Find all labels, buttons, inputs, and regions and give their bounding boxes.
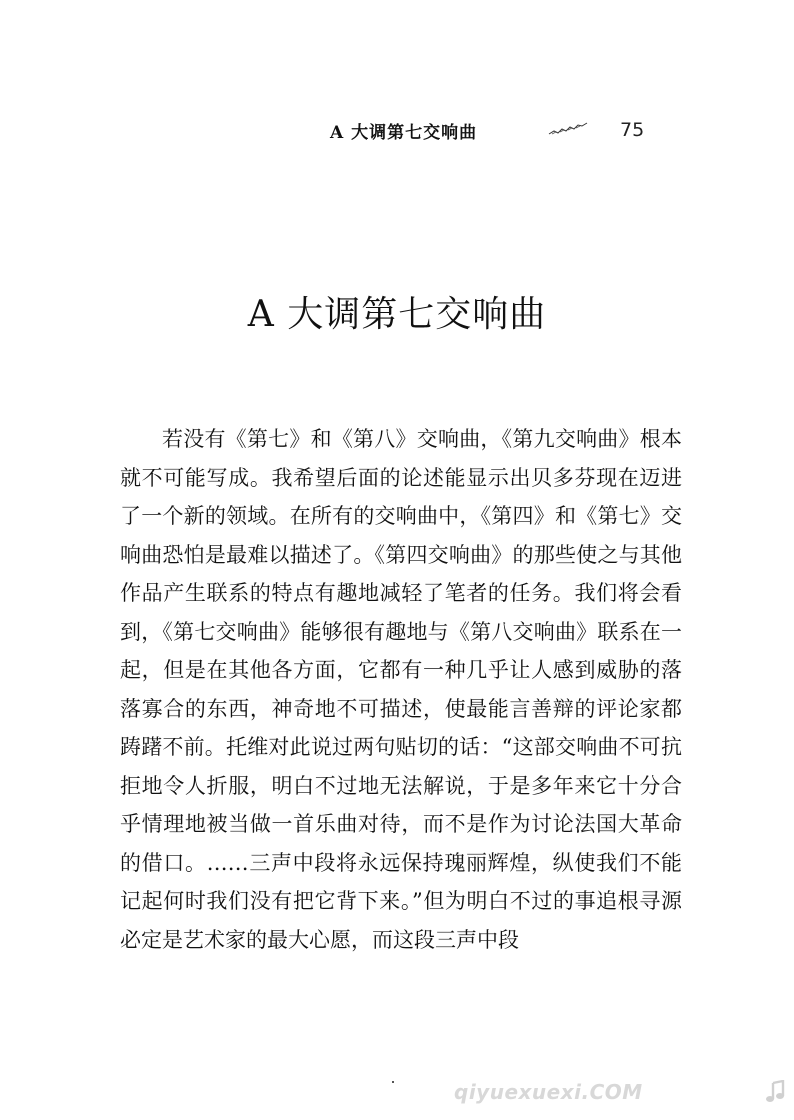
body-paragraph: 若没有《第七》和《第八》交响曲，《第九交响曲》根本就不可能写成。我希望后面的论述能显示出贝多芬现在迈进了一个新的领域。在所有的交响曲中，《第四》和《第七》交响曲恐怕是最难以描述了。《第四交响曲》的那些使之与其他作品产生联系的特点有趣地减轻了笔者的任务。我们将会看到，《第七交响曲》能够很有趣地与《第八交响曲》联系在一起，但是在其他各方面，它都有一种几乎让人感到威胁的落落寡合的东西，神奇地不可描述，使最能言善辩的评论家都踌躇不前。托维对此说过两句贴切的话：“这部交响曲不可抗拒地令人折服，明白不过地无法解说，于是多年来它十分合乎情理地被当做一首乐曲对待，而不是作为讨论法国大革命的借口。……三声中段将永远保持瑰丽辉煌，纵使我们不能记起何时我们没有把它背下来。”但为明白不过的事追根寻源必定是艺术家的最大心愿，而这段三声中段: [120, 427, 682, 952]
music-note-icon: [765, 1080, 787, 1104]
chapter-title: A 大调第七交响曲: [247, 294, 547, 335]
header-ornament-icon: [548, 122, 588, 136]
running-head: A 大调第七交响曲: [330, 123, 478, 143]
page-number: 75: [620, 119, 645, 141]
print-speck: [392, 1081, 394, 1083]
watermark-text: qiyuexuexi.COM: [454, 1080, 643, 1104]
